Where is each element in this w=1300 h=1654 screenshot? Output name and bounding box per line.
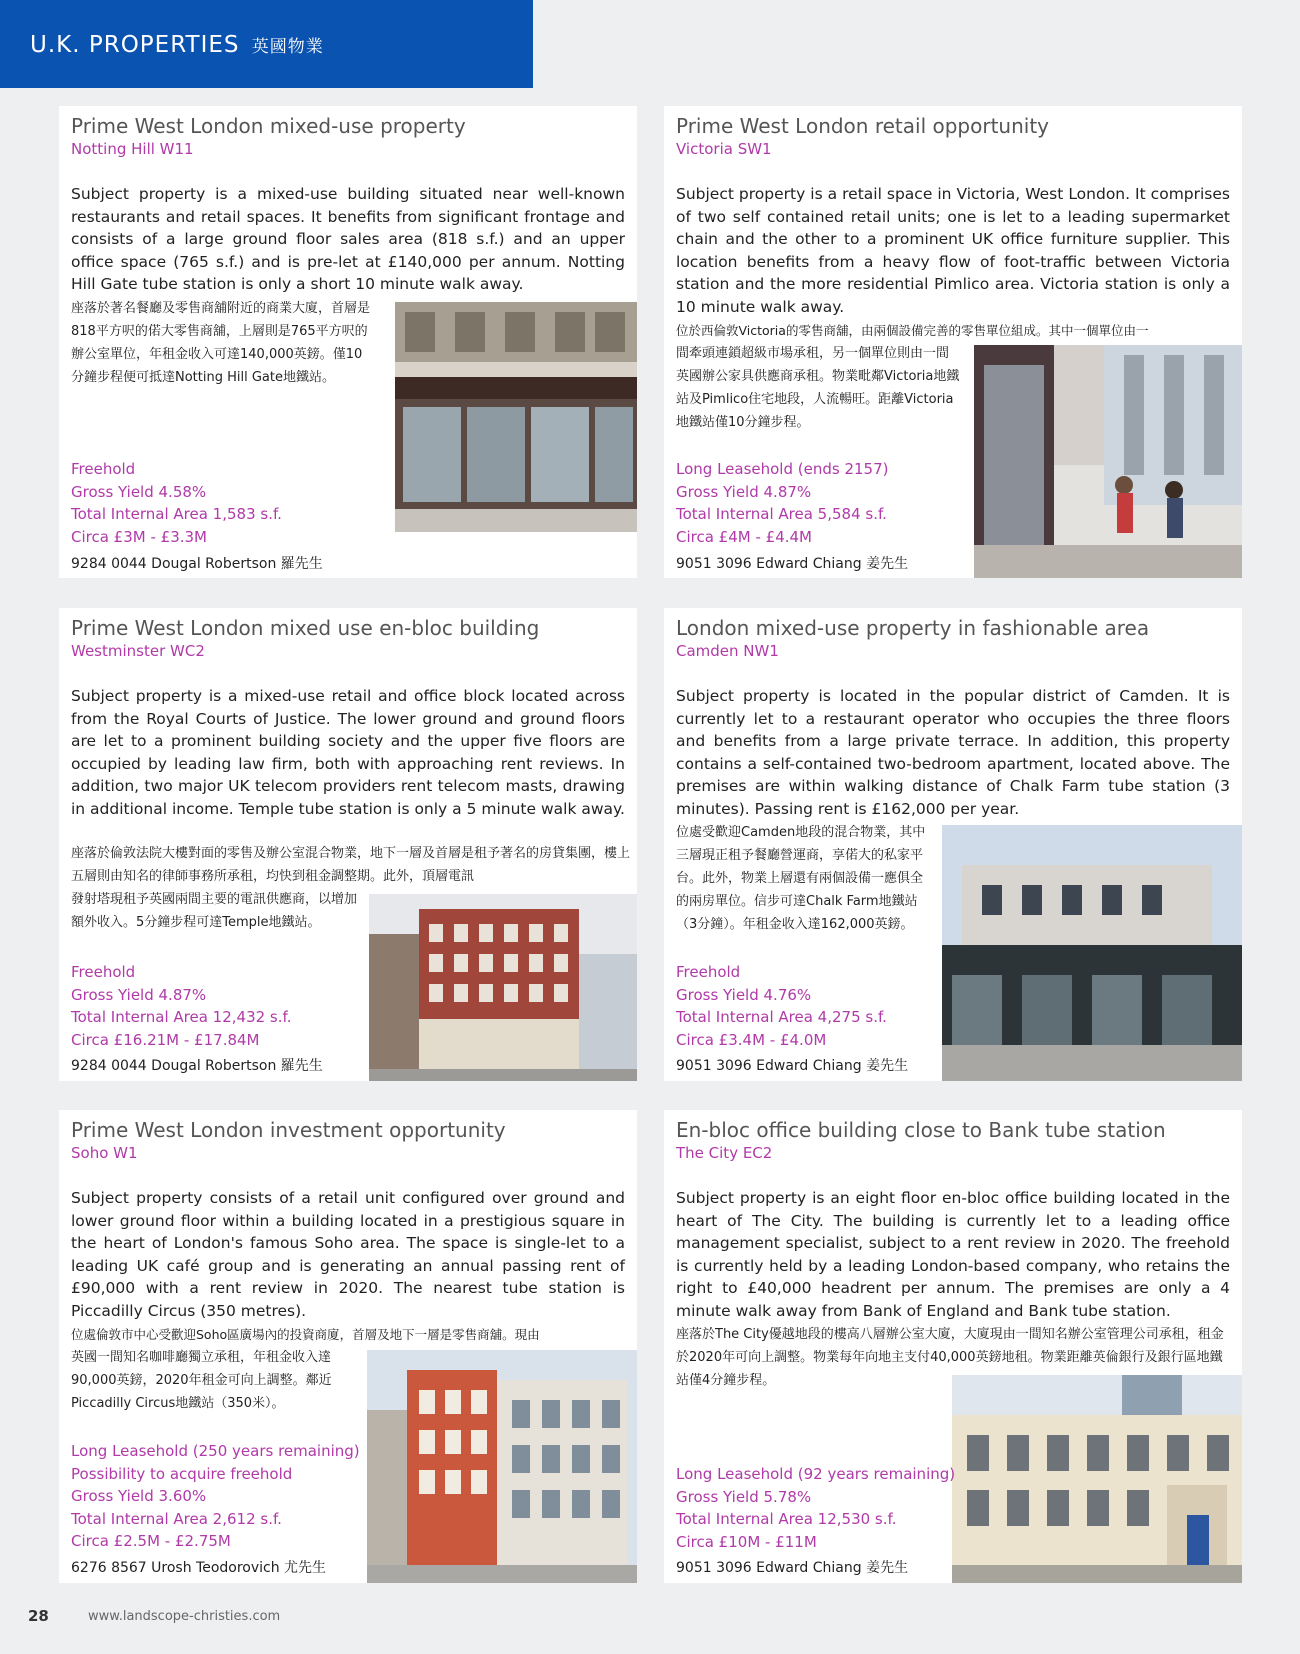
- section-title: [30, 32, 324, 58]
- term-area: Total Internal Area 1,583 s.f.: [71, 505, 282, 523]
- property-title: En-bloc office building close to Bank tube station: [676, 1118, 1166, 1142]
- property-contact: 9284 0044 Dougal Robertson 羅先生: [71, 556, 323, 572]
- property-title: London mixed-use property in fashionable area: [676, 616, 1150, 640]
- term-tenure: Long Leasehold (92 years remaining): [676, 1465, 956, 1483]
- term-price: Circa £4M - £4.4M: [676, 527, 813, 546]
- property-description-cn-cont: 英國一間知名咖啡廳獨立承租，年租金收入達90,000英鎊，2020年租金可向上調整。鄰近Piccadilly Circus地鐵站（350米）。: [71, 1350, 332, 1411]
- term-price: Circa £16.21M - £17.84M: [71, 1030, 260, 1049]
- term-yield: Gross Yield 5.78%: [676, 1487, 812, 1506]
- property-title: Prime West London investment opportunity: [71, 1118, 506, 1142]
- term-area: Total Internal Area 12,432 s.f.: [71, 1008, 292, 1026]
- term-yield: Gross Yield 4.76%: [676, 985, 812, 1004]
- term-tenure: Freehold: [71, 963, 136, 981]
- section-title-en: U.K. PROPERTIES: [30, 32, 240, 58]
- term-area: Total Internal Area 4,275 s.f.: [676, 1008, 887, 1026]
- term-price: Circa £2.5M - £2.75M: [71, 1532, 231, 1550]
- property-description: Subject property is an eight floor en-bloc office building located in the heart of The City. The building is currently let to a leading office management specialist, subject to a rent review in 2020. The freehold is currently held by a leading London-based company, who retains the right to £40,000 headrent per annum. The premises are only a 4 minute walk away from Bank of England and Bank tube station.: [676, 1189, 1230, 1320]
- section-title-cn: 英國物業: [251, 37, 324, 57]
- property-card-westminster[interactable]: [59, 608, 637, 1081]
- property-terms: [71, 961, 291, 1051]
- term-freehold-option: Possibility to acquire freehold: [71, 1464, 293, 1483]
- property-description: Subject property is located in the popular district of Camden. It is currently let to a restaurant operator who occupies the three floors and benefits from a large private terrace. In addition, this property contains a self-contained two-bedroom apartment, located above. The premises are within walking distance of Chalk Farm tube station (3 minutes). Passing rent is £162,000 per year.: [676, 687, 1230, 818]
- property-description-cn: 位處受歡迎Camden地段的混合物業，其中三層現正租予餐廳營運商，享偌大的私家平台。此外，物業上層還有兩個設備一應俱全的兩房單位。信步可達Chalk Farm地鐵站（3分鐘）。年租金收入達162,000英鎊。: [676, 825, 926, 932]
- term-tenure: Long Leasehold (250 years remaining): [71, 1442, 360, 1460]
- property-description-cn: 座落於The City優越地段的樓高八層辦公室大廈，大廈現由一間知名辦公室管理公司承租，租金於2020年可向上調整。物業每年向地主支付40,000英鎊地租。物業距離英倫銀行及銀行區地鐵站僅4分鐘步程。: [676, 1327, 1224, 1388]
- property-photo: [369, 894, 637, 1081]
- property-terms: [71, 458, 282, 548]
- property-photo: [942, 825, 1242, 1081]
- property-terms: [71, 1440, 360, 1553]
- property-card-the-city[interactable]: [664, 1110, 1242, 1583]
- property-location: Victoria SW1: [676, 140, 772, 158]
- property-terms: [676, 1463, 955, 1553]
- term-area: Total Internal Area 12,530 s.f.: [676, 1510, 897, 1528]
- term-price: Circa £3.4M - £4.0M: [676, 1030, 827, 1049]
- term-price: Circa £10M - £11M: [676, 1532, 817, 1551]
- property-location: Soho W1: [71, 1144, 138, 1162]
- term-yield: Gross Yield 4.87%: [676, 482, 812, 501]
- term-yield: Gross Yield 3.60%: [71, 1487, 207, 1505]
- property-photo: [395, 302, 637, 532]
- property-description: Subject property is a mixed-use retail and office block located across from the Royal Courts of Justice. The lower ground and ground floors are let to a prominent building society and the upper five floors are occupied by leading law firm, both with approaching rent reviews. In addition, two major UK telecom providers rent telecom masts, drawing in additional income. Temple tube station is only a 5 minute walk away.: [71, 687, 625, 818]
- term-yield: Gross Yield 4.58%: [71, 482, 207, 501]
- property-location: Camden NW1: [676, 642, 779, 660]
- property-description: Subject property is a retail space in Victoria, West London. It comprises of two self contained retail units; one is let to a leading supermarket chain and the other to a prominent UK office furniture supplier. This location benefits from a heavy flow of foot-traffic between Victoria station and the more residential Pimlico area. Victoria station is only a 10 minute walk away.: [676, 185, 1230, 316]
- property-photo: [974, 345, 1242, 578]
- header-band: [0, 0, 533, 88]
- property-title: Prime West London retail opportunity: [676, 114, 1049, 138]
- property-contact: 9284 0044 Dougal Robertson 羅先生: [71, 1058, 323, 1074]
- term-tenure: Long Leasehold (ends 2157): [676, 460, 889, 478]
- term-tenure: Freehold: [71, 460, 136, 478]
- property-photo: [952, 1375, 1242, 1583]
- page-number: 28: [28, 1607, 49, 1625]
- property-description-cn: 位於西倫敦Victoria的零售商舖，由兩個設備完善的零售單位組成。其中一個單位由一: [676, 323, 1149, 338]
- property-photo: [367, 1350, 637, 1583]
- property-contact: 6276 8567 Urosh Teodorovich 尤先生: [71, 1560, 327, 1576]
- property-card-victoria[interactable]: [664, 106, 1242, 578]
- property-description: Subject property is a mixed-use building situated near well-known restaurants and retail spaces. It benefits from significant frontage and consists of a large ground floor sales area (818 s.f.) and an upper office space (765 s.f.) and is pre-let at £140,000 per annum. Notting Hill Gate tube station is only a short 10 minute walk away.: [71, 185, 625, 293]
- property-contact: 9051 3096 Edward Chiang 姜先生: [676, 1560, 909, 1576]
- property-description-cn: 座落於著名餐廳及零售商舖附近的商業大廈，首層是818平方呎的偌大零售商舖，上層則是765平方呎的辦公室單位，年租金收入可達140,000英鎊。僅10分鐘步程便可抵達Notting Hill Gate地鐵站。: [71, 301, 371, 385]
- property-card-notting-hill[interactable]: [59, 106, 637, 578]
- property-location: Notting Hill W11: [71, 140, 194, 158]
- property-location: The City EC2: [676, 1144, 773, 1162]
- property-terms: [676, 961, 887, 1051]
- term-yield: Gross Yield 4.87%: [71, 985, 207, 1004]
- property-location: Westminster WC2: [71, 642, 205, 660]
- term-tenure: Freehold: [676, 963, 741, 981]
- property-title: Prime West London mixed use en-bloc building: [71, 616, 540, 640]
- property-terms: [676, 458, 888, 548]
- term-price: Circa £3M - £3.3M: [71, 527, 208, 546]
- property-description-cn-cont: 發射塔現租予英國兩間主要的電訊供應商，以增加額外收入。5分鐘步程可達Temple地鐵站。: [71, 892, 358, 930]
- property-contact: 9051 3096 Edward Chiang 姜先生: [676, 1058, 909, 1074]
- property-title: Prime West London mixed-use property: [71, 114, 466, 138]
- property-card-camden[interactable]: [664, 608, 1242, 1081]
- term-area: Total Internal Area 2,612 s.f.: [71, 1509, 282, 1528]
- property-description-cn: 座落於倫敦法院大樓對面的零售及辦公室混合物業，地下一層及首層是租予著名的房貸集團，樓上五層則由知名的律師事務所承租，均快到租金調整期。此外，頂層電訊: [71, 846, 631, 884]
- footer-website-link[interactable]: www.landscope-christies.com: [88, 1609, 281, 1624]
- property-description: Subject property consists of a retail unit configured over ground and lower ground floor within a building located in a prestigious square in the heart of London's famous Soho area. The space is single-let to a leading UK café group and is generating an annual passing rent of £90,000 with a rent review in 2020. The nearest tube station is Piccadilly Circus (350 metres).: [71, 1189, 625, 1320]
- property-contact: 9051 3096 Edward Chiang 姜先生: [676, 556, 909, 572]
- property-card-soho[interactable]: [59, 1110, 637, 1583]
- term-area: Total Internal Area 5,584 s.f.: [676, 505, 887, 523]
- property-description-cn: 位處倫敦市中心受歡迎Soho區廣場內的投資商廈，首層及地下一層是零售商舖。現由: [71, 1327, 540, 1342]
- property-description-cn-cont: 間牽頭連鎖超級市場承租，另一個單位則由一間英國辦公家具供應商承租。物業毗鄰Victoria地鐵站及Pimlico住宅地段，人流暢旺。距離Victoria地鐵站僅10分鐘步程。: [676, 346, 960, 430]
